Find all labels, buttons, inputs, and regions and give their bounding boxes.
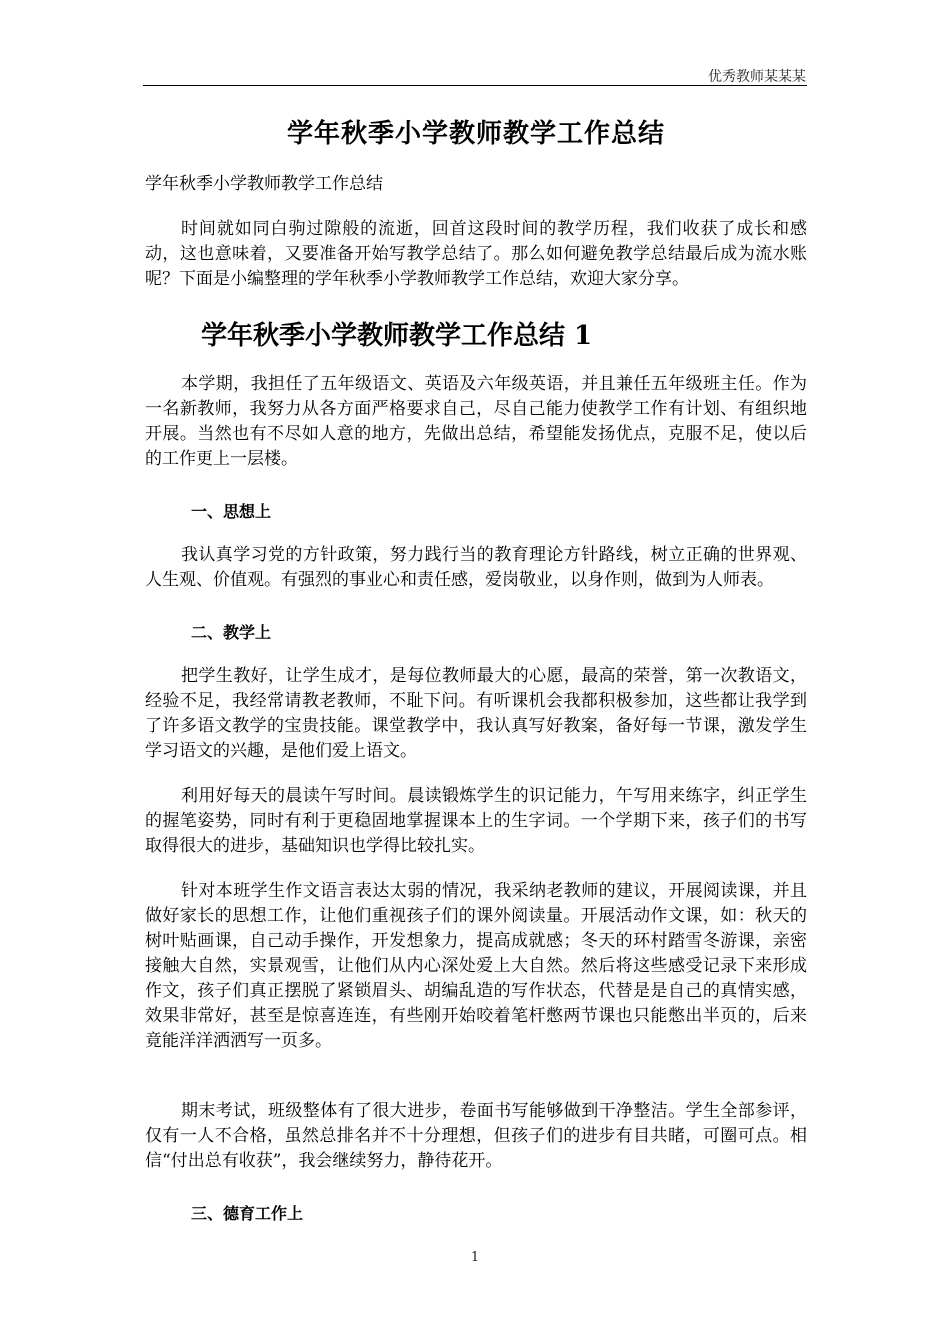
section-title: 学年秋季小学教师教学工作总结 1 [201,321,593,351]
header-divider [143,85,807,86]
teaching-paragraph-1: 把学生教好，让学生成才，是每位教师最大的心愿，最高的荣誉，第一次教语文，经验不足，我经常请教老教师，不耻下问。有听课机会我都积极参加，这些都让我学到了许多语文教学的宝贵技能。课堂教学中，我认真写好教案，备好每一节课，激发学生学习语文的兴趣，是他们爱上语文。 [145,666,807,761]
heading-thought: 一、思想上 [191,502,272,521]
page-number: 1 [470,1250,480,1265]
teaching-paragraph-4: 期末考试，班级整体有了很大进步，卷面书写能够做到干净整洁。学生全部参评，仅有一人不合格，虽然总排名并不十分理想，但孩子们的进步有目共睹，可圈可点。相信“付出总有收获”，我会继续努力，静待花开。 [145,1101,807,1171]
intro-paragraph: 时间就如同白驹过隙般的流逝，回首这段时间的教学历程，我们收获了成长和感动，这也意味着，又要准备开始写教学总结了。那么如何避免教学总结最后成为流水账呢？下面是小编整理的学年秋季小学教师教学工作总结，欢迎大家分享。 [145,219,807,289]
teaching-paragraph-2: 利用好每天的晨读午写时间。晨读锻炼学生的识记能力，午写用来练字，纠正学生的握笔姿势，同时有利于更稳固地掌握课本上的生字词。一个学期下来，孩子们的书写取得很大的进步，基础知识也学得比较扎实。 [145,786,807,856]
document-subtitle: 学年秋季小学教师教学工作总结 [145,174,383,194]
heading-teaching: 二、教学上 [191,623,272,642]
section-intro-paragraph: 本学期，我担任了五年级语文、英语及六年级英语，并且兼任五年级班主任。作为一名新教师，我努力从各方面严格要求自己，尽自己能力使教学工作有计划、有组织地开展。当然也有不尽如人意的地方，先做出总结，希望能发扬优点，克服不足，使以后的工作更上一层楼。 [145,374,807,469]
thought-paragraph: 我认真学习党的方针政策，努力践行当的教育理论方针路线，树立正确的世界观、人生观、价值观。有强烈的事业心和责任感，爱岗敬业，以身作则，做到为人师表。 [145,545,807,590]
document-title: 学年秋季小学教师教学工作总结 [286,119,665,149]
running-header: 优秀教师某某某 [708,69,806,85]
teaching-paragraph-3: 针对本班学生作文语言表达太弱的情况，我采纳老教师的建议，开展阅读课，并且做好家长的思想工作，让他们重视孩子们的课外阅读量。开展活动作文课，如：秋天的树叶贴画课，自己动手操作，开发想象力，提高成就感；冬天的环村踏雪冬游课，亲密接触大自然，实景观雪，让他们从内心深处爱上大自然。然后将这些感受记录下来形成作文，孩子们真正摆脱了紧锁眉头、胡编乱造的写作状态，代替是是自己的真情实感，效果非常好，甚至是惊喜连连，有些刚开始咬着笔杆憋两节课也只能憋出半页的，后来竟能洋洋洒洒写一页多。 [145,881,807,1051]
heading-moral-education: 三、德育工作上 [191,1204,304,1223]
document-body [145,110,807,1225]
